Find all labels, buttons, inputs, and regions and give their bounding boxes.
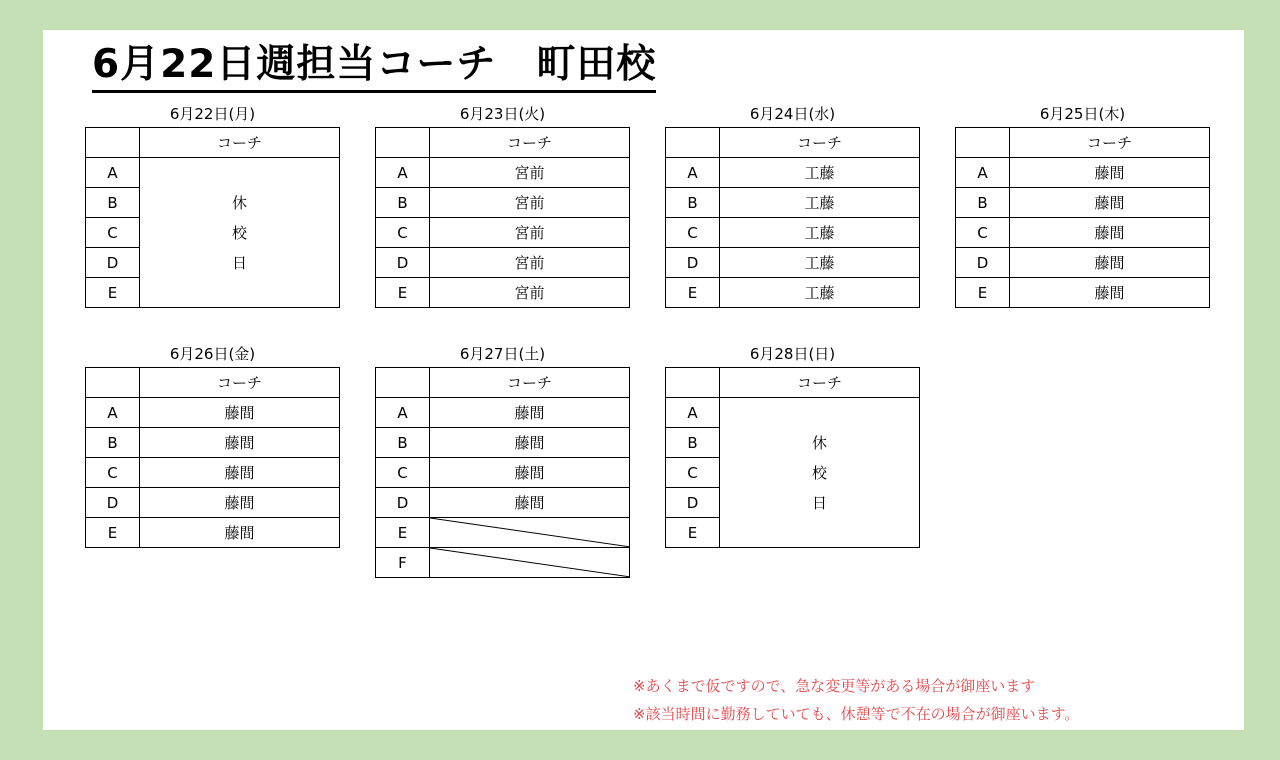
- coach-name: 藤間: [140, 428, 340, 458]
- slot-label: D: [956, 248, 1010, 278]
- coach-header: コーチ: [720, 128, 920, 158]
- table-row: [376, 218, 630, 248]
- coach-name: 宮前: [430, 158, 630, 188]
- table-row: [666, 248, 920, 278]
- slot-label: D: [376, 248, 430, 278]
- table-row: [376, 518, 630, 548]
- coach-name: 工藤: [720, 218, 920, 248]
- page-title: 6月22日週担当コーチ 町田校: [92, 42, 656, 93]
- header-blank-cell: [956, 128, 1010, 158]
- slot-label: E: [376, 518, 430, 548]
- coach-name: 藤間: [1010, 218, 1210, 248]
- slot-label: D: [376, 488, 430, 518]
- slot-label: A: [956, 158, 1010, 188]
- coach-name: 藤間: [1010, 278, 1210, 308]
- header-blank-cell: [86, 128, 140, 158]
- day-label: 6月23日(火): [459, 105, 546, 123]
- table-row: [376, 548, 630, 578]
- coach-name: 工藤: [720, 158, 920, 188]
- slot-label: D: [666, 248, 720, 278]
- slot-label: C: [956, 218, 1010, 248]
- table-row: [666, 188, 920, 218]
- slot-label: C: [666, 458, 720, 488]
- closed-day-text: 休: [811, 433, 827, 452]
- closed-day-text: 日: [811, 493, 827, 512]
- table-header-row: [376, 368, 630, 398]
- note-line: ※該当時間に勤務していても、休憩等で不在の場合が御座います。: [633, 705, 1080, 723]
- slot-label: A: [666, 158, 720, 188]
- table-row: [666, 218, 920, 248]
- closed-day-text: 日: [231, 253, 247, 272]
- coach-name: 藤間: [430, 398, 630, 428]
- table-row: [956, 218, 1210, 248]
- day-block: [955, 101, 1210, 308]
- slot-label: B: [86, 428, 140, 458]
- slot-label: B: [376, 428, 430, 458]
- slot-label: B: [666, 428, 720, 458]
- table-row: [86, 488, 340, 518]
- table-row: [956, 188, 1210, 218]
- coach-header: コーチ: [430, 128, 630, 158]
- slot-label: E: [666, 278, 720, 308]
- coach-table: [665, 127, 920, 308]
- day-block: [375, 101, 630, 308]
- slot-label: C: [86, 218, 140, 248]
- slot-label: C: [86, 458, 140, 488]
- coach-header: コーチ: [140, 368, 340, 398]
- coach-name: 宮前: [430, 248, 630, 278]
- table-row: [86, 428, 340, 458]
- closed-day-text: 休: [231, 193, 247, 212]
- day-label: 6月28日(日): [749, 345, 836, 363]
- coach-name: 藤間: [430, 428, 630, 458]
- slot-label: C: [376, 458, 430, 488]
- coach-header: コーチ: [140, 128, 340, 158]
- table-row: [956, 248, 1210, 278]
- slot-label: D: [86, 248, 140, 278]
- table-row: [666, 278, 920, 308]
- slot-label: D: [666, 488, 720, 518]
- slot-label: A: [86, 398, 140, 428]
- header-blank-cell: [376, 368, 430, 398]
- day-label: 6月24日(水): [749, 105, 836, 123]
- slot-label: F: [376, 548, 430, 578]
- coach-name: 藤間: [140, 458, 340, 488]
- closed-cell: [140, 158, 340, 308]
- closed-day-text: 校: [231, 223, 247, 242]
- coach-table: [665, 367, 920, 548]
- slot-label: A: [86, 158, 140, 188]
- table-row: [376, 158, 630, 188]
- slot-label: E: [956, 278, 1010, 308]
- table-row: [86, 158, 340, 188]
- table-row: [956, 278, 1210, 308]
- table-header-row: [666, 368, 920, 398]
- coach-name: 藤間: [430, 488, 630, 518]
- table-row: [666, 158, 920, 188]
- header-blank-cell: [666, 368, 720, 398]
- table-header-row: [86, 368, 340, 398]
- coach-table: [85, 367, 340, 548]
- slot-label: B: [666, 188, 720, 218]
- coach-name: 藤間: [1010, 248, 1210, 278]
- coach-header: コーチ: [430, 368, 630, 398]
- table-row: [666, 398, 920, 428]
- table-row: [86, 398, 340, 428]
- coach-table: [955, 127, 1210, 308]
- coach-name: 工藤: [720, 248, 920, 278]
- coach-name: 宮前: [430, 278, 630, 308]
- table-row: [376, 248, 630, 278]
- day-label: 6月25日(木): [1039, 105, 1126, 123]
- table-row: [376, 458, 630, 488]
- slot-label: E: [86, 518, 140, 548]
- slot-label: B: [376, 188, 430, 218]
- day-block: [85, 341, 340, 548]
- strike-line: [430, 518, 630, 547]
- notes: [633, 672, 1079, 728]
- table-header-row: [376, 128, 630, 158]
- table-row: [376, 278, 630, 308]
- slot-label: E: [376, 278, 430, 308]
- day-block: [665, 341, 920, 548]
- closed-day-text: 校: [811, 463, 827, 482]
- table-header-row: [86, 128, 340, 158]
- header-blank-cell: [86, 368, 140, 398]
- day-label: 6月27日(土): [459, 345, 546, 363]
- day-block: [665, 101, 920, 308]
- coach-name: 宮前: [430, 218, 630, 248]
- day-label: 6月22日(月): [169, 105, 256, 123]
- coach-header: コーチ: [720, 368, 920, 398]
- schedule-sheet: [43, 30, 1244, 730]
- table-row: [956, 158, 1210, 188]
- table-row: [376, 188, 630, 218]
- coach-name: 藤間: [140, 518, 340, 548]
- coach-table: [375, 367, 630, 578]
- empty-slot-cell: [430, 548, 630, 578]
- table-row: [86, 458, 340, 488]
- coach-name: 工藤: [720, 188, 920, 218]
- table-header-row: [956, 128, 1210, 158]
- coach-name: 藤間: [1010, 188, 1210, 218]
- slot-label: A: [376, 158, 430, 188]
- slot-label: A: [376, 398, 430, 428]
- day-label: 6月26日(金): [169, 345, 256, 363]
- table-row: [376, 398, 630, 428]
- slot-label: A: [666, 398, 720, 428]
- table-header-row: [666, 128, 920, 158]
- coach-name: 工藤: [720, 278, 920, 308]
- coach-table: [85, 127, 340, 308]
- coach-name: 宮前: [430, 188, 630, 218]
- day-block: [375, 341, 630, 578]
- slot-label: D: [86, 488, 140, 518]
- table-row: [86, 518, 340, 548]
- coach-name: 藤間: [140, 488, 340, 518]
- empty-slot-cell: [430, 518, 630, 548]
- strike-line: [430, 548, 630, 577]
- slot-label: C: [376, 218, 430, 248]
- header-blank-cell: [666, 128, 720, 158]
- slot-label: C: [666, 218, 720, 248]
- day-block: [85, 101, 340, 308]
- closed-cell: [720, 398, 920, 548]
- slot-label: B: [956, 188, 1010, 218]
- table-row: [376, 428, 630, 458]
- header-blank-cell: [376, 128, 430, 158]
- slot-label: E: [666, 518, 720, 548]
- slot-label: E: [86, 278, 140, 308]
- coach-table: [375, 127, 630, 308]
- slot-label: B: [86, 188, 140, 218]
- coach-name: 藤間: [140, 398, 340, 428]
- coach-name: 藤間: [1010, 158, 1210, 188]
- coach-header: コーチ: [1010, 128, 1210, 158]
- coach-name: 藤間: [430, 458, 630, 488]
- table-row: [376, 488, 630, 518]
- note-line: ※あくまで仮ですので、急な変更等がある場合が御座います: [633, 677, 1036, 695]
